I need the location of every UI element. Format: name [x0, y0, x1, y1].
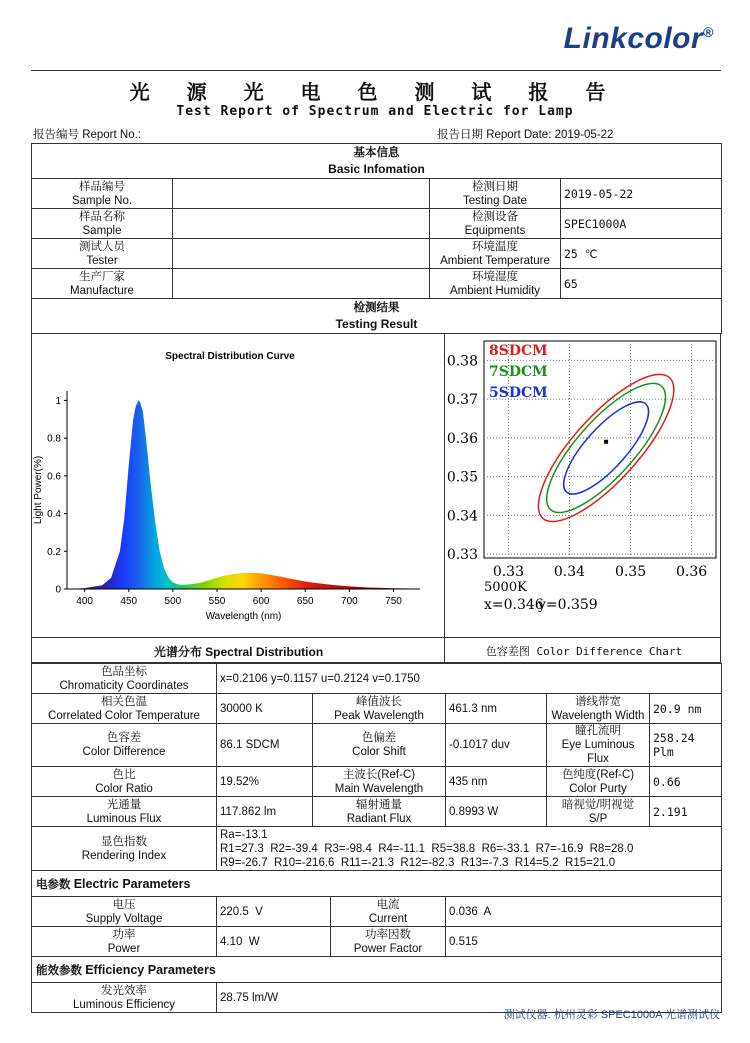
report-date [437, 126, 613, 142]
r1-r8-values: R1=27.3 R2=-39.4 R3=-98.4 R4=-11.1 R5=38.8 R6=-33.1 R7=-16.9 R8=28.0 [220, 842, 634, 855]
spectrum-area [67, 400, 420, 589]
current-value: 0.036 A [446, 897, 722, 927]
ambient-humidity-label: 环境湿度 Ambient Humidity [430, 269, 561, 299]
manufacture-value [173, 269, 430, 299]
sample-no-value [173, 179, 430, 209]
color-difference-label: 色容差 Color Difference [32, 724, 217, 767]
luminous-efficiency-label: 发光效率 Luminous Efficiency [32, 983, 217, 1013]
rendering-index-value [217, 827, 722, 871]
wavelength-width-value: 20.9 nm [650, 694, 722, 724]
radiant-flux-value: 0.8993 W [446, 797, 547, 827]
legend-5sdcm: 5SDCM [489, 385, 548, 401]
wavelength-width-label: 谱线带宽 Wavelength Width [547, 694, 650, 724]
report-no [33, 126, 141, 142]
charts-divider [444, 334, 445, 662]
color-diff-caption: 色容差图 Color Difference Chart [485, 645, 683, 658]
x-tick-label: 700 [341, 596, 358, 607]
y-tick-label: 1 [55, 395, 61, 407]
eye-luminous-flux-value: 258.24 Plm [650, 724, 722, 767]
current-label: 电流 Current [331, 897, 446, 927]
main-wavelength-label: 主波长(Ref-C) Main Wavelength [313, 767, 446, 797]
x-tick-label: 450 [120, 596, 138, 607]
parameters-table [31, 663, 722, 1013]
y-tick-label: 0.8 [47, 433, 61, 445]
color-purity-value: 0.66 [650, 767, 722, 797]
result-title-en: Testing Result [335, 317, 418, 331]
brand-reg-mark: ® [703, 24, 714, 40]
chromaticity-label: 色品坐标 Chromaticity Coordinates [32, 664, 217, 694]
x-tick-label: 650 [296, 596, 314, 607]
electric-row [32, 927, 722, 957]
color-difference-value: 86.1 SDCM [217, 724, 313, 767]
peak-wavelength-value: 461.3 nm [446, 694, 547, 724]
supply-voltage-label: 电压 Supply Voltage [32, 897, 217, 927]
luminous-flux-value: 117.862 lm [217, 797, 313, 827]
report-date-value: 2019-05-22 [554, 129, 614, 141]
color-ratio-label: 色比 Color Ratio [32, 767, 217, 797]
y-tick-label: 0.4 [47, 509, 61, 521]
efficiency-heading: 能效参数 Efficiency Parameters [32, 957, 722, 983]
color-shift-value: -0.1017 duv [446, 724, 547, 767]
equipments-value: SPEC1000A [561, 209, 722, 239]
y-tick-label: 0.34 [446, 508, 478, 525]
color-purity-label: 色纯度(Ref-C) Color Purty [547, 767, 650, 797]
color-difference-chart [446, 335, 720, 637]
x-tick-label: 0.34 [553, 564, 586, 580]
chart-captions [31, 638, 721, 663]
report-title-en: Test Report of Spectrum and Electric for Lamp [176, 104, 574, 119]
color-shift-label: 色偏差 Color Shift [313, 724, 446, 767]
basic-row [32, 269, 722, 299]
basic-row [32, 179, 722, 209]
sp-ratio-label: 暗视觉/明视觉 S/P [547, 797, 650, 827]
x-tick-label: 0.33 [492, 564, 525, 580]
power-factor-value: 0.515 [446, 927, 722, 957]
x-tick-label: 0.35 [614, 564, 647, 580]
y-tick-label: 0.37 [446, 392, 478, 409]
tester-value [173, 239, 430, 269]
x-tick-label: 0.36 [675, 564, 708, 580]
rendering-index-row [32, 827, 722, 871]
x-tick-label: 500 [164, 596, 182, 607]
y-tick-label: 0.2 [47, 546, 61, 558]
basic-row [32, 209, 722, 239]
result-title-cn: 检测结果 [353, 302, 400, 314]
y-tick-label: 0 [55, 584, 61, 596]
main-wavelength-value: 435 nm [446, 767, 547, 797]
rendering-index-label: 显色指数 Rendering Index [32, 827, 217, 871]
spectral-distribution-chart [32, 335, 442, 637]
r9-r15-values: R9=-26.7 R10=-216.6 R11=-21.3 R12=-82.3 R13=-7.3 R14=5.2 R15=21.0 [220, 856, 616, 869]
param-row [32, 797, 722, 827]
param-row [32, 694, 722, 724]
header-rule [31, 70, 721, 71]
chromaticity-row [32, 664, 722, 694]
report-date-label: 报告日期 Report Date: [437, 129, 552, 141]
testing-date-value: 2019-05-22 [561, 179, 722, 209]
y-axis-label: Light Power(%) [33, 455, 44, 525]
power-value: 4.10 W [217, 927, 331, 957]
sample-no-label: 样品编号 Sample No. [32, 179, 173, 209]
measured-point [604, 440, 608, 444]
eye-luminous-flux-label: 瞳孔流明 Eye Luminous Flux [547, 724, 650, 767]
radiant-flux-label: 辐射通量 Radiant Flux [313, 797, 446, 827]
brand-name: Linkcolor [563, 22, 704, 55]
y-tick-label: 0.35 [446, 469, 478, 486]
cct-label: 相关色温 Correlated Color Temperature [32, 694, 217, 724]
basic-info-heading [32, 144, 722, 179]
power-label: 功率 Power [32, 927, 217, 957]
x-tick-label: 550 [208, 596, 226, 607]
legend-7sdcm: 7SDCM [489, 364, 548, 380]
basic-title-en: Basic Infomation [328, 162, 425, 176]
x-readout: x=0.346 [484, 597, 544, 613]
basic-title-cn: 基本信息 [353, 147, 400, 159]
ra-value: Ra=-13.1 [220, 828, 268, 841]
equipments-label: 检测设备 Equipments [430, 209, 561, 239]
spectral-caption: 光谱分布 Spectral Distribution [153, 645, 324, 659]
testing-date-label: 检测日期 Testing Date [430, 179, 561, 209]
cct-label: 5000K [484, 580, 527, 595]
ambient-humidity-value: 65 [561, 269, 722, 299]
x-axis-label: Wavelength (nm) [205, 611, 282, 622]
chart-title: Spectral Distribution Curve [165, 351, 295, 362]
x-tick-label: 600 [252, 596, 270, 607]
y-tick-label: 0.38 [446, 353, 478, 370]
x-tick-label: 400 [76, 596, 93, 607]
param-row [32, 767, 722, 797]
basic-row [32, 239, 722, 269]
luminous-efficiency-value: 28.75 lm/W [217, 983, 722, 1013]
color-ratio-value: 19.52% [217, 767, 313, 797]
legend-8sdcm: 8SDCM [489, 343, 548, 359]
y-tick-label: 0.33 [446, 547, 478, 564]
manufacture-label: 生产厂家 Manufacture [32, 269, 173, 299]
ambient-temp-label: 环境温度 Ambient Temperature [430, 239, 561, 269]
supply-voltage-value: 220.5 V [217, 897, 331, 927]
x-tick-label: 750 [385, 596, 402, 607]
ambient-temp-value: 25 ℃ [561, 239, 722, 269]
sp-ratio-value: 2.191 [650, 797, 722, 827]
y-tick-label: 0.36 [446, 430, 478, 447]
brand-logo [564, 22, 714, 56]
testing-result-heading [32, 299, 722, 334]
sample-value [173, 209, 430, 239]
param-row [32, 724, 722, 767]
report-no-label: 报告编号 Report No.: [33, 129, 141, 141]
sample-label: 样品名称 Sample [32, 209, 173, 239]
footer-instrument: 测试仪器: 杭州灵彩 SPEC1000A 光谱测试仪 [503, 1009, 720, 1021]
peak-wavelength-label: 峰值波长 Peak Wavelength [313, 694, 446, 724]
cct-value: 30000 K [217, 694, 313, 724]
electric-heading: 电参数 Electric Parameters [32, 871, 722, 897]
electric-row [32, 897, 722, 927]
basic-info-table [31, 143, 722, 334]
tester-label: 测试人员 Tester [32, 239, 173, 269]
chromaticity-value: x=0.2106 y=0.1157 u=0.2124 v=0.1750 [217, 664, 722, 694]
y-tick-label: 0.6 [47, 471, 61, 483]
report-title-cn: 光 源 光 电 色 测 试 报 告 [129, 80, 621, 104]
power-factor-label: 功率因数 Power Factor [331, 927, 446, 957]
y-readout: y=0.359 [538, 597, 598, 613]
luminous-flux-label: 光通量 Luminous Flux [32, 797, 217, 827]
